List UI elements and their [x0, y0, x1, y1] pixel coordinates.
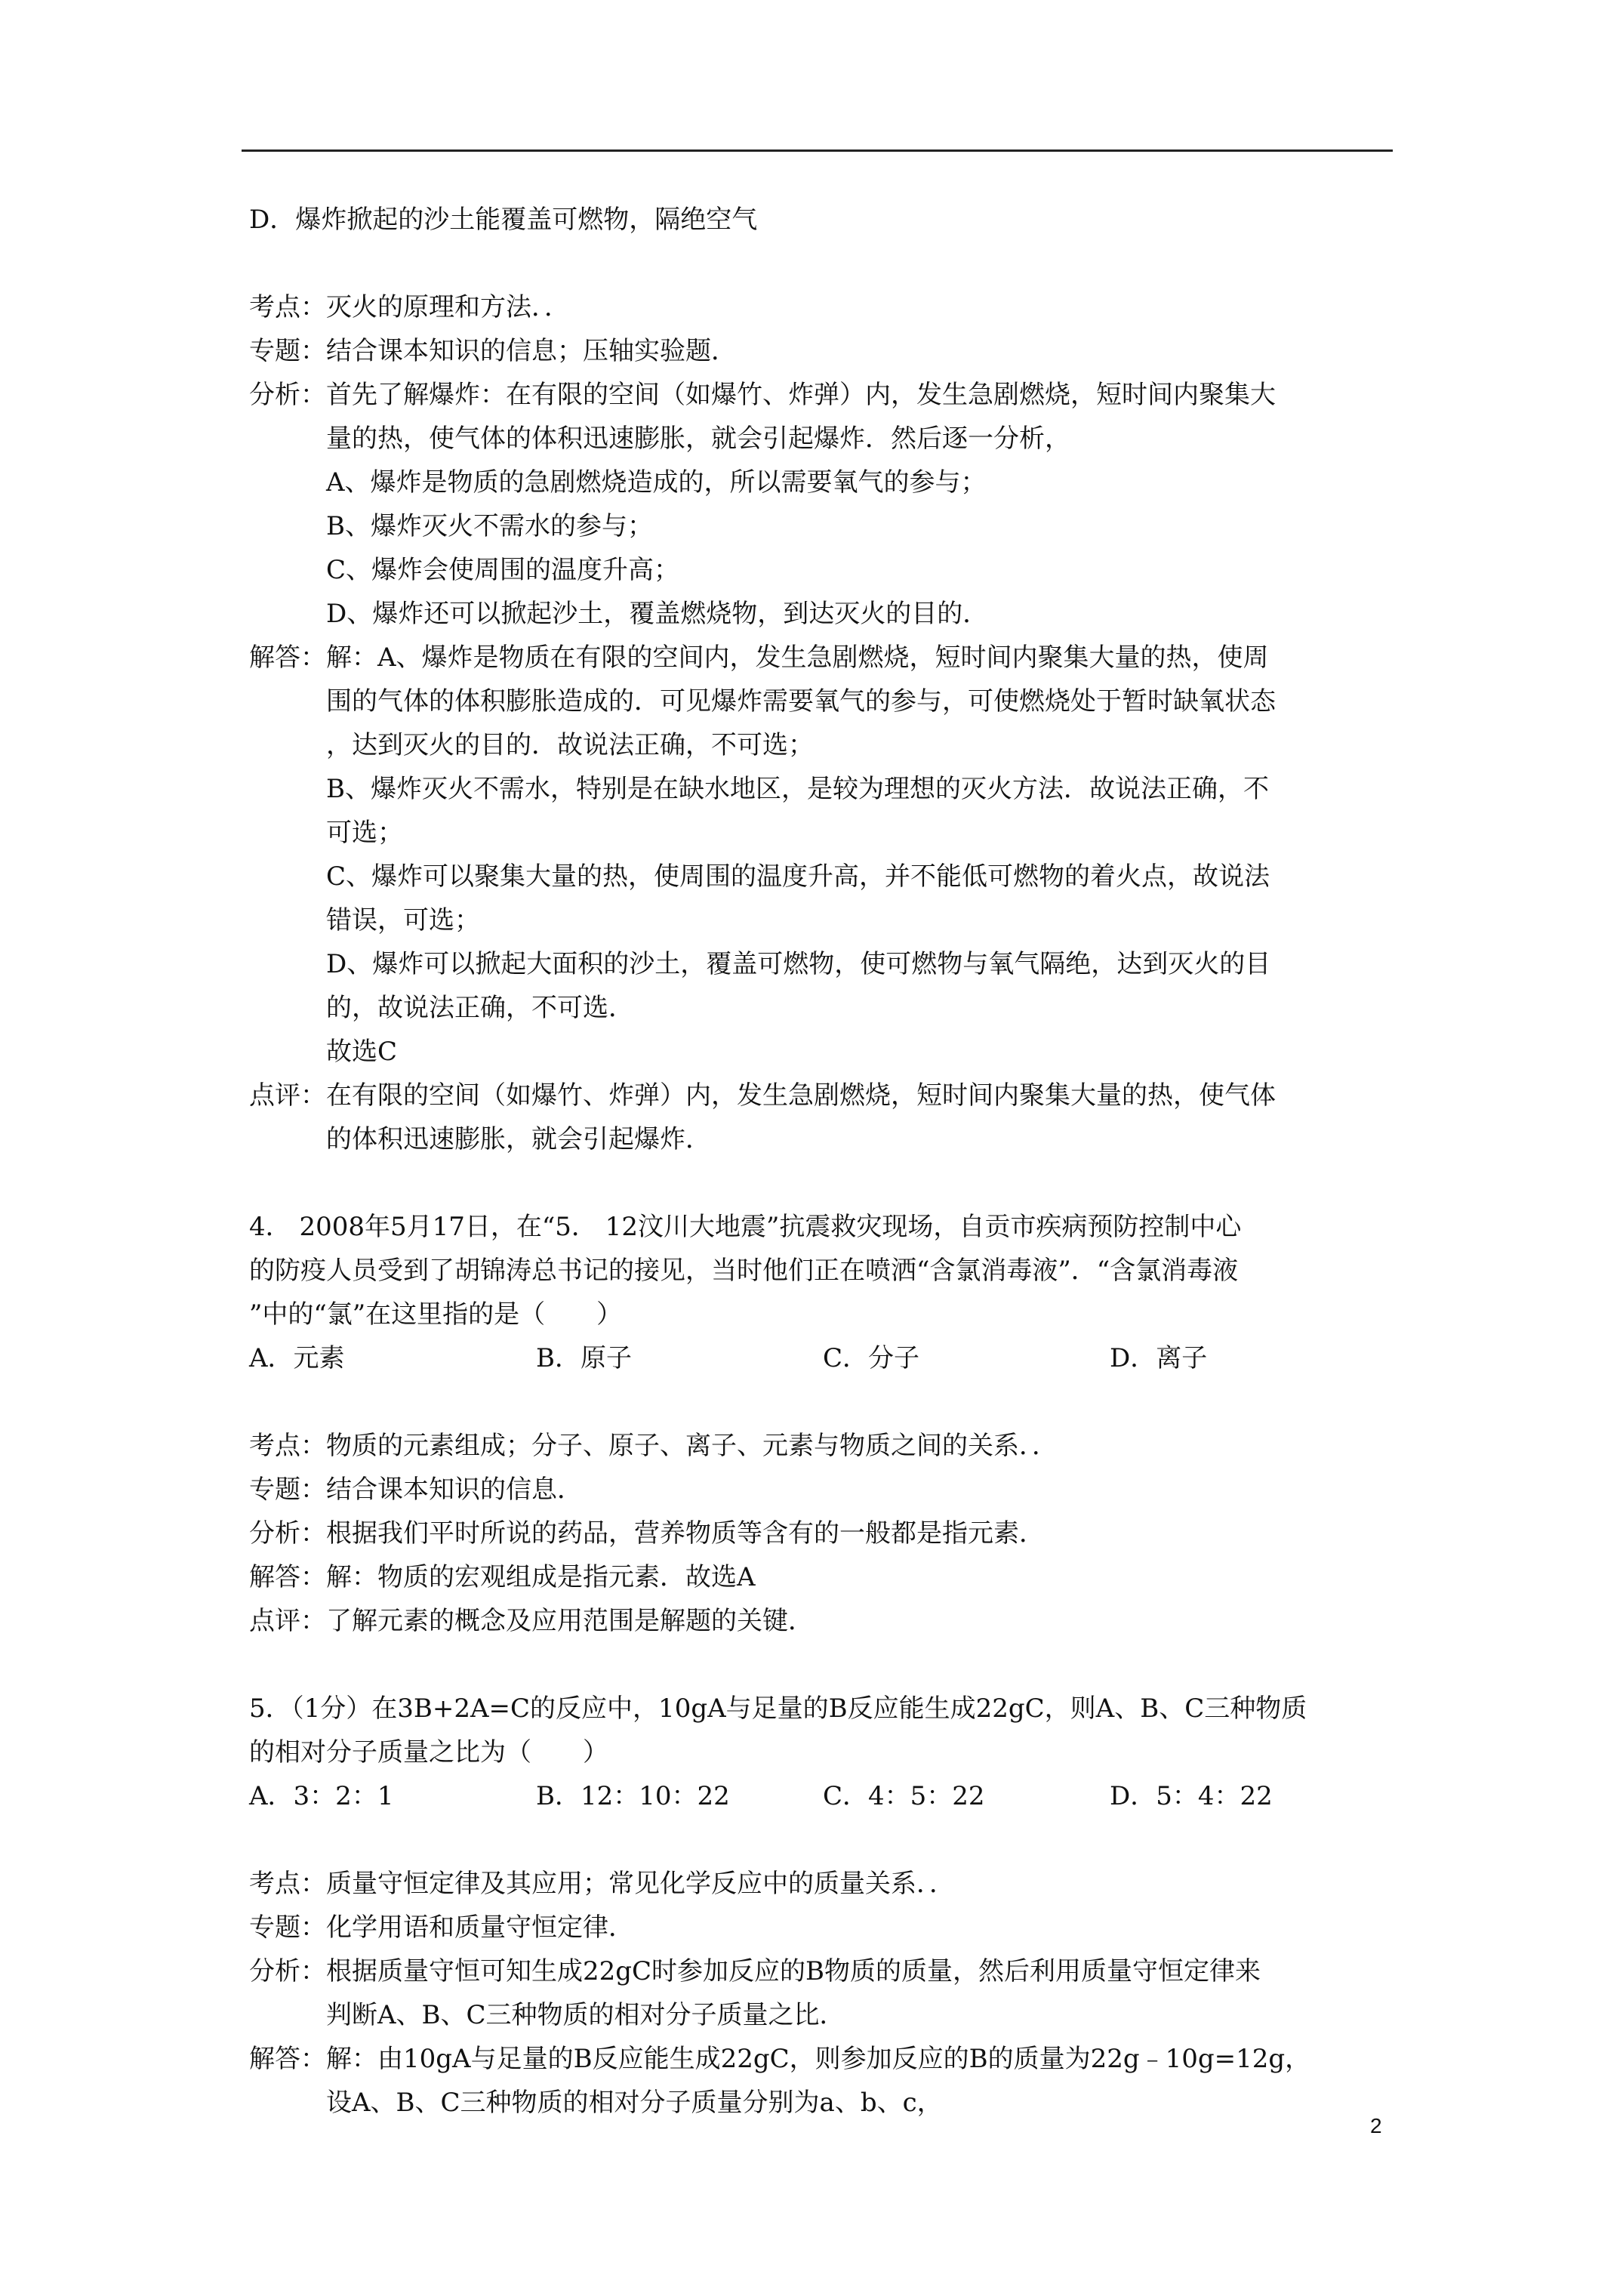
q5-option-b: B．12：10：22	[536, 1781, 730, 1811]
q3-option-d: D．爆炸掀起的沙土能覆盖可燃物，隔绝空气	[249, 205, 758, 235]
q4-option-d: D．离子	[1110, 1343, 1208, 1373]
q4-option-a: A．元素	[249, 1343, 345, 1373]
q5-jieda: 解答： 解：由10gA与足量的B反应能生成22gC，则参加反应的B的质量为22g﹣10g=12g， 设A、B、C三种物质的相对分子质量分别为a、b、c，	[249, 2044, 1311, 2118]
page-content	[249, 198, 1397, 2125]
q5-options	[249, 1774, 1397, 1818]
q4-jieda: 解答： 解：物质的宏观组成是指元素．故选A	[249, 1562, 756, 1592]
q3-zhuanti: 专题： 结合课本知识的信息；压轴实验题．	[249, 336, 737, 366]
q5-kaodian: 考点： 质量守恒定律及其应用；常见化学反应中的质量关系．．	[249, 1869, 955, 1899]
q4-stem: 4． 2008年5月17日，在“5． 12汶川大地震”抗震救灾现场，自贡市疾病预防控制中心 的防疫人员受到了胡锦涛总书记的接见，当时他们正在喷洒“含氯消毒液”．“含氯消毒液 ”中的“氯”在这里指的是（ ）	[249, 1212, 1242, 1330]
q3-jieda: 解答： 解：A、爆炸是物质在有限的空间内，发生急剧燃烧，短时间内聚集大量的热，使周 围的气体的体积膨胀造成的．可见爆炸需要氧气的参与，可使燃烧处于暂时缺氧状态 ，达到灭火的目的．故说法正确，不可选； B、爆炸灭火不需水，特别是在缺水地区，是较为理想的灭火方法．故说法正确，不 可选； C、爆炸可以聚集大量的热，使周围的温度升高，并不能低可燃物的着火点，故说法 错误，可选； D、爆炸可以掀起大面积的沙土，覆盖可燃物，使可燃物与氧气隔绝，达到灭火的目 的，故说法正确，不可选． 故选C	[249, 643, 1276, 1067]
header-rule	[242, 149, 1393, 152]
q4-fenxi: 分析： 根据我们平时所说的药品，营养物质等含有的一般都是指元素．	[249, 1518, 1045, 1549]
q5-option-a: A．3：2：1	[249, 1781, 394, 1811]
q4-kaodian: 考点： 物质的元素组成；分子、原子、离子、元素与物质之间的关系．．	[249, 1431, 1058, 1461]
q5-option-d: D．5：4：22	[1110, 1781, 1273, 1811]
q4-zhuanti: 专题： 结合课本知识的信息．	[249, 1475, 583, 1505]
page-number: 2	[1370, 2114, 1382, 2137]
q4-option-b: B．原子	[536, 1343, 632, 1373]
q3-kaodian: 考点： 灭火的原理和方法．．	[249, 292, 570, 322]
q4-option-c: C．分子	[823, 1343, 920, 1373]
q5-zhuanti: 专题： 化学用语和质量守恒定律．	[249, 1912, 634, 1943]
q5-option-c: C．4：5：22	[823, 1781, 985, 1811]
q3-fenxi: 分析： 首先了解爆炸：在有限的空间（如爆竹、炸弹）内，发生急剧燃烧，短时间内聚集大 量的热，使气体的体积迅速膨胀，就会引起爆炸．然后逐一分析， A、爆炸是物质的急剧燃烧造成的，所以需要氧气的参与； B、爆炸灭火不需水的参与； C、爆炸会使周围的温度升高； D、爆炸还可以掀起沙土，覆盖燃烧物，到达灭火的目的．	[249, 380, 1276, 629]
q5-fenxi: 分析： 根据质量守恒可知生成22gC时参加反应的B物质的质量，然后利用质量守恒定律来 判断A、B、C三种物质的相对分子质量之比．	[249, 1956, 1261, 2030]
q5-stem: 5．（1分）在3B+2A=C的反应中，10gA与足量的B反应能生成22gC，则A、B、C三种物质 的相对分子质量之比为（ ）	[249, 1693, 1307, 1767]
q3-dianping: 点评： 在有限的空间（如爆竹、炸弹）内，发生急剧燃烧，短时间内聚集大量的热，使气体 的体积迅速膨胀，就会引起爆炸．	[249, 1080, 1276, 1154]
q4-dianping: 点评： 了解元素的概念及应用范围是解题的关键．	[249, 1606, 814, 1636]
q4-options	[249, 1336, 1397, 1380]
